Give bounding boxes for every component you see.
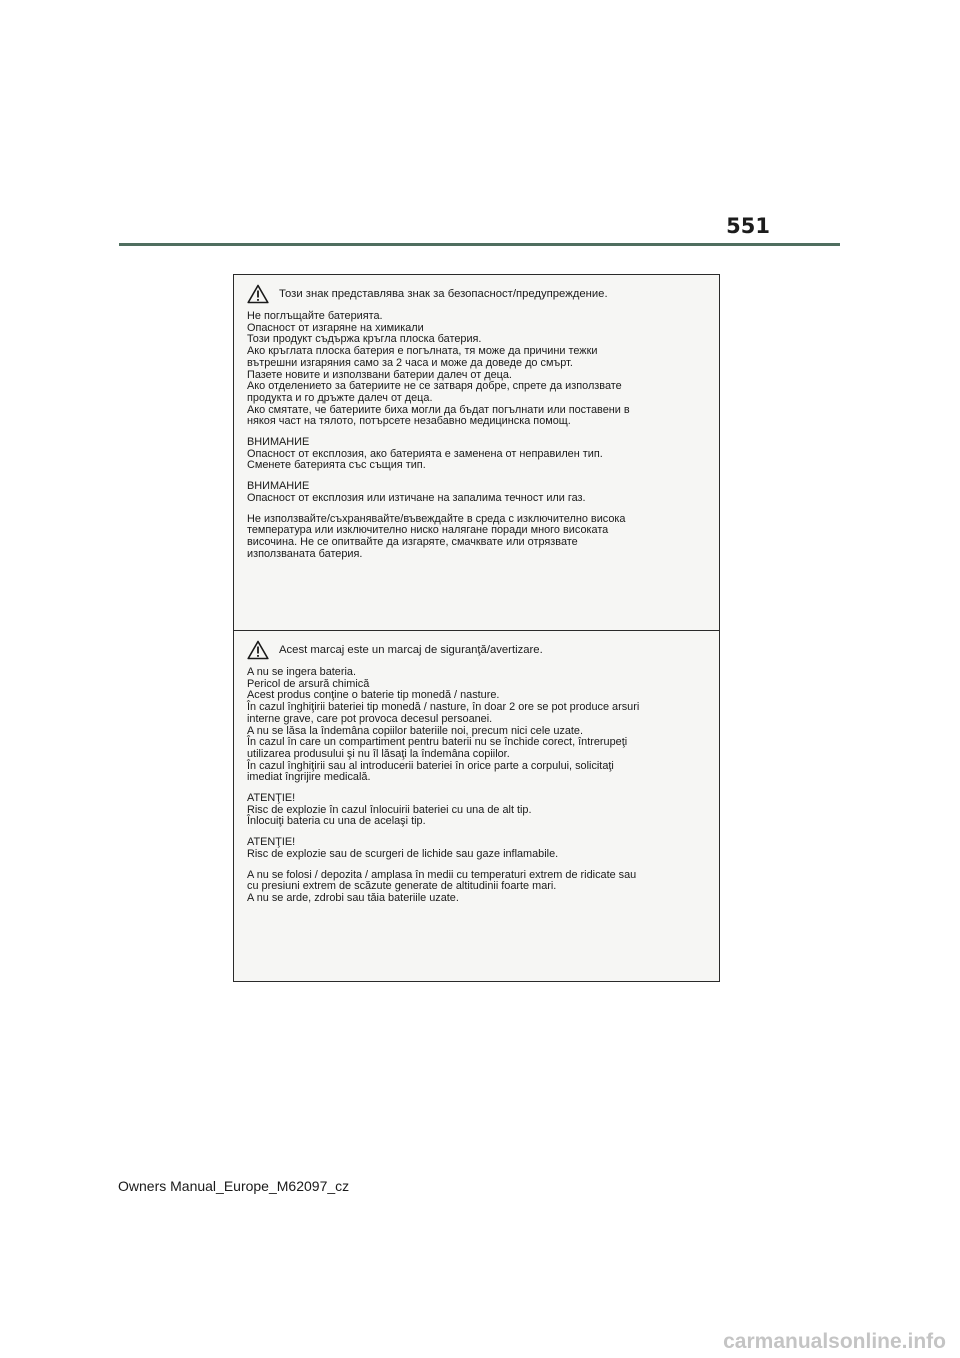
- header-rule: [119, 243, 840, 246]
- text-line: A nu se lăsa la îndemâna copiilor bateriile noi, precum nici cele uzate.: [247, 724, 583, 737]
- text-line: utilizarea produsului şi nu îl lăsaţi la îndemâna copiilor.: [247, 747, 510, 760]
- text-line: използваната батерия.: [247, 547, 363, 560]
- romanian-paragraph-2: [247, 793, 707, 828]
- text-line: A nu se arde, zdrobi sau tăia bateriile uzate.: [247, 891, 459, 904]
- bulgarian-paragraph-2: [247, 437, 707, 472]
- text-line: A nu se ingera bateria.: [247, 666, 356, 678]
- bulgarian-paragraph-3: [247, 481, 707, 504]
- text-line: някоя част на тялото, потърсете незабавно медицинска помощ.: [247, 415, 571, 428]
- text-line: A nu se folosi / depozita / amplasa în medii cu temperaturi extrem de ridicate sau: [247, 868, 637, 881]
- text-line: Risc de explozie în cazul înlocuirii bateriei cu una de alt tip.: [247, 803, 532, 816]
- text-line: Risc de explozie sau de scurgeri de lichide sau gaze inflamabile.: [247, 847, 559, 860]
- text-line: În cazul înghiţirii bateriei tip monedă / nasture, în doar 2 ore se pot produce arsuri: [247, 701, 640, 714]
- text-line: interne grave, care pot provoca decesul persoanei.: [247, 712, 493, 725]
- romanian-paragraph-4: [247, 870, 707, 905]
- romanian-warning-heading: [247, 633, 707, 667]
- text-line: ATENŢIE!: [247, 792, 296, 805]
- watermark: carmanualsonline.info: [723, 1330, 946, 1353]
- bulgarian-paragraph-4: [247, 514, 707, 561]
- bulgarian-warning-heading: [247, 277, 707, 311]
- text-line: Ако отделението за батериите не се затваря добре, спрете да използвате: [247, 380, 622, 393]
- text-line: Ако смятате, че батериите биха могли да бъдат погълнати или поставени в: [247, 403, 630, 416]
- text-line: ВНИМАНИЕ: [247, 436, 310, 449]
- text-line: cu presiuni extrem de scăzute generate de altitudinii foarte mari.: [247, 880, 557, 893]
- battery-warning-label: [233, 274, 720, 982]
- text-line: Сменете батерията със същия тип.: [247, 459, 426, 472]
- text-line: Pericol de arsură chimică: [247, 677, 370, 690]
- warning-triangle-icon: [247, 284, 269, 304]
- text-line: Опасност от експлозия, ако батерията е заменена от неправилен тип.: [247, 447, 603, 460]
- text-line: продукта и го дръжте далеч от деца.: [247, 391, 433, 404]
- warning-heading-text: Този знак представлява знак за безопасност/предупреждение.: [279, 288, 608, 300]
- text-line: În cazul înghiţirii sau al introducerii bateriei în orice parte a corpului, solicitaţi: [247, 759, 614, 772]
- text-line: Този продукт съдържа кръгла плоска батерия.: [247, 333, 482, 346]
- text-line: Înlocuiţi bateria cu una de acelaşi tip.: [247, 815, 426, 828]
- text-line: Не поглъщайте батерията.: [247, 310, 383, 322]
- text-line: imediat îngrijire medicală.: [247, 771, 371, 784]
- text-line: În cazul în care un compartiment pentru baterii nu se închide corect, întrerupeţi: [247, 736, 628, 749]
- text-line: Не използвайте/съхранявайте/въвеждайте в среда с изключително висока: [247, 512, 626, 525]
- text-line: ВНИМАНИЕ: [247, 480, 310, 493]
- text-line: Пазете новите и използвани батерии далеч от деца.: [247, 368, 512, 381]
- text-line: Acest produs conţine o baterie tip monedă / nasture.: [247, 689, 500, 702]
- bulgarian-section: [234, 277, 719, 631]
- warning-heading-text: Acest marcaj este un marcaj de siguranţă/avertizare.: [279, 644, 543, 656]
- text-line: вътрешни изгаряния само за 2 часа и може да доведе до смърт.: [247, 356, 573, 369]
- bulgarian-paragraph-1: [247, 311, 707, 428]
- warning-triangle-icon: [247, 640, 269, 660]
- text-line: Ако кръглата плоска батерия е погълната, тя може да причини тежки: [247, 345, 598, 358]
- text-line: ATENŢIE!: [247, 836, 296, 849]
- text-line: Опасност от експлозия или изтичане на запалима течност или газ.: [247, 491, 586, 504]
- text-line: височина. Не се опитвайте да изгаряте, смачквате или отрязвате: [247, 535, 578, 548]
- text-line: температура или изключително ниско налягане поради много високата: [247, 524, 609, 537]
- romanian-paragraph-1: [247, 667, 707, 784]
- page-number: 551: [726, 214, 770, 238]
- footer-manual-id: Owners Manual_Europe_M62097_cz: [118, 1178, 350, 1194]
- text-line: Опасност от изгаряне на химикали: [247, 321, 424, 334]
- romanian-section: [234, 633, 719, 982]
- romanian-paragraph-3: [247, 837, 707, 860]
